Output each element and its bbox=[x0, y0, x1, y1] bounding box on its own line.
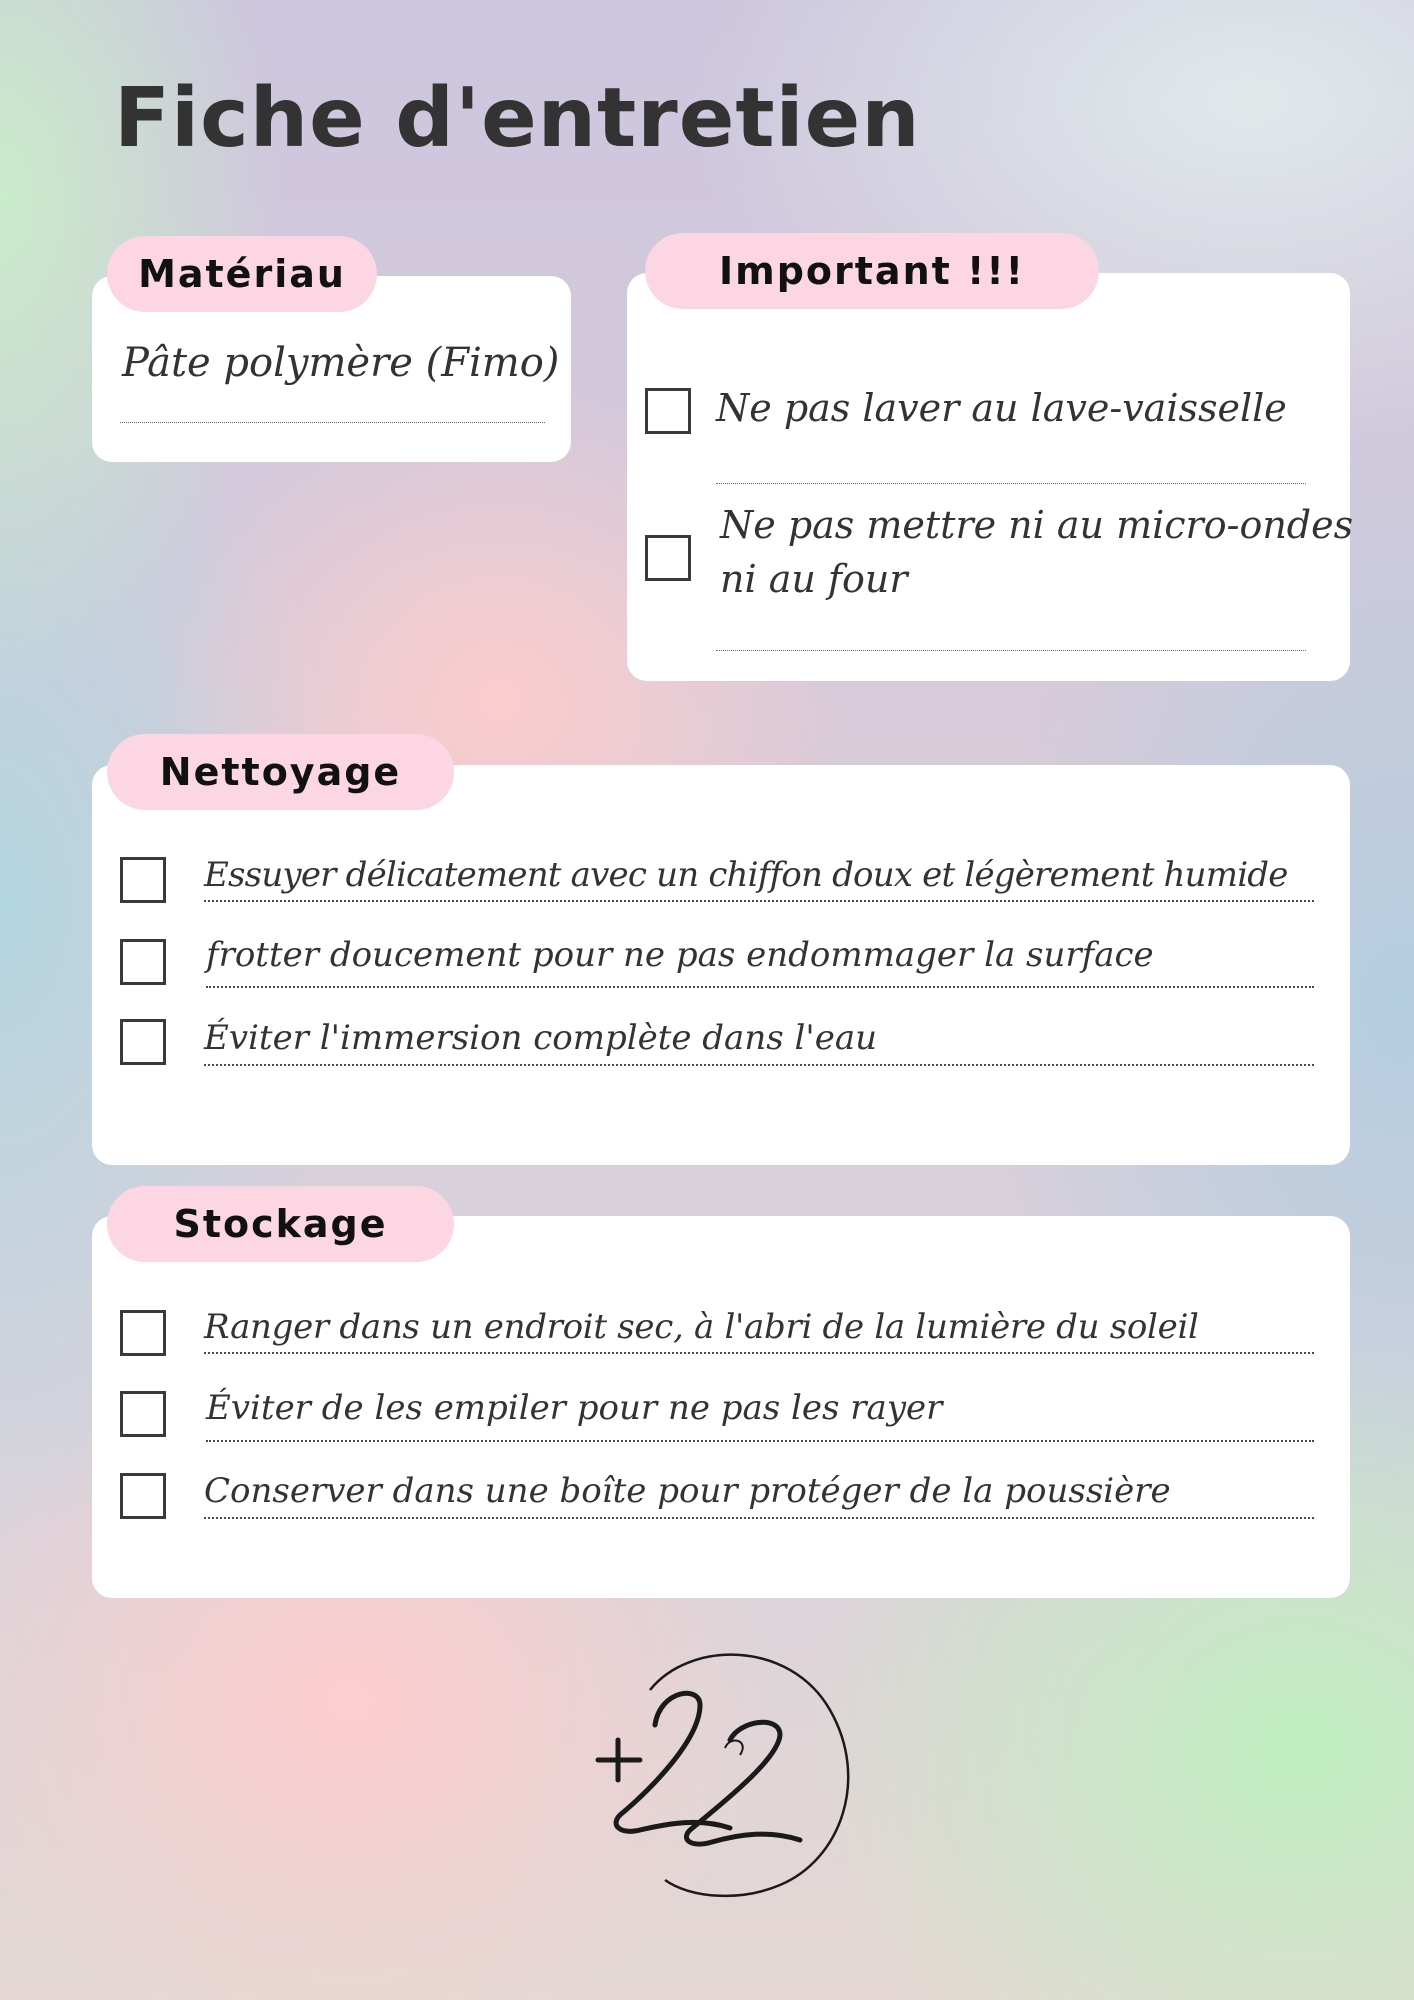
materiau-heading: Matériau bbox=[107, 236, 377, 312]
nettoyage-item-3: Éviter l'immersion complète dans l'eau bbox=[204, 1018, 877, 1058]
important-item-2-line1: Ne pas mettre ni au micro-ondes bbox=[720, 503, 1354, 547]
stockage-underline-1 bbox=[204, 1352, 1314, 1354]
important-item-2-line2: ni au four bbox=[720, 557, 908, 601]
stockage-underline-2 bbox=[206, 1440, 1314, 1442]
nettoyage-checkbox-3[interactable] bbox=[120, 1019, 166, 1065]
nettoyage-checkbox-2[interactable] bbox=[120, 939, 166, 985]
nettoyage-underline-2 bbox=[206, 986, 1314, 988]
page-title: Fiche d'entretien bbox=[114, 71, 921, 166]
nettoyage-underline-3 bbox=[204, 1064, 1314, 1066]
lz-monogram-logo-icon bbox=[580, 1630, 860, 1910]
important-underline-1 bbox=[716, 483, 1306, 484]
stockage-checkbox-1[interactable] bbox=[120, 1310, 166, 1356]
important-checkbox-2[interactable] bbox=[645, 535, 691, 581]
important-underline-2 bbox=[716, 650, 1306, 651]
important-item-1: Ne pas laver au lave-vaisselle bbox=[716, 386, 1287, 430]
stockage-item-1: Ranger dans un endroit sec, à l'abri de la lumière du soleil bbox=[204, 1307, 1199, 1347]
nettoyage-item-1: Essuyer délicatement avec un chiffon doux et légèrement humide bbox=[204, 855, 1288, 895]
stockage-item-2: Éviter de les empiler pour ne pas les rayer bbox=[206, 1388, 943, 1428]
important-heading: Important !!! bbox=[645, 233, 1099, 309]
materiau-underline bbox=[120, 422, 545, 423]
nettoyage-heading: Nettoyage bbox=[107, 734, 454, 810]
important-checkbox-1[interactable] bbox=[645, 388, 691, 434]
stockage-checkbox-2[interactable] bbox=[120, 1391, 166, 1437]
stockage-underline-3 bbox=[204, 1517, 1314, 1519]
nettoyage-item-2: frotter doucement pour ne pas endommager la surface bbox=[206, 935, 1154, 975]
stockage-heading: Stockage bbox=[107, 1186, 454, 1262]
nettoyage-underline-1 bbox=[204, 900, 1314, 902]
nettoyage-checkbox-1[interactable] bbox=[120, 857, 166, 903]
stockage-item-3: Conserver dans une boîte pour protéger de la poussière bbox=[204, 1471, 1171, 1511]
stockage-checkbox-3[interactable] bbox=[120, 1473, 166, 1519]
materiau-value: Pâte polymère (Fimo) bbox=[122, 340, 560, 386]
important-card bbox=[627, 273, 1350, 681]
